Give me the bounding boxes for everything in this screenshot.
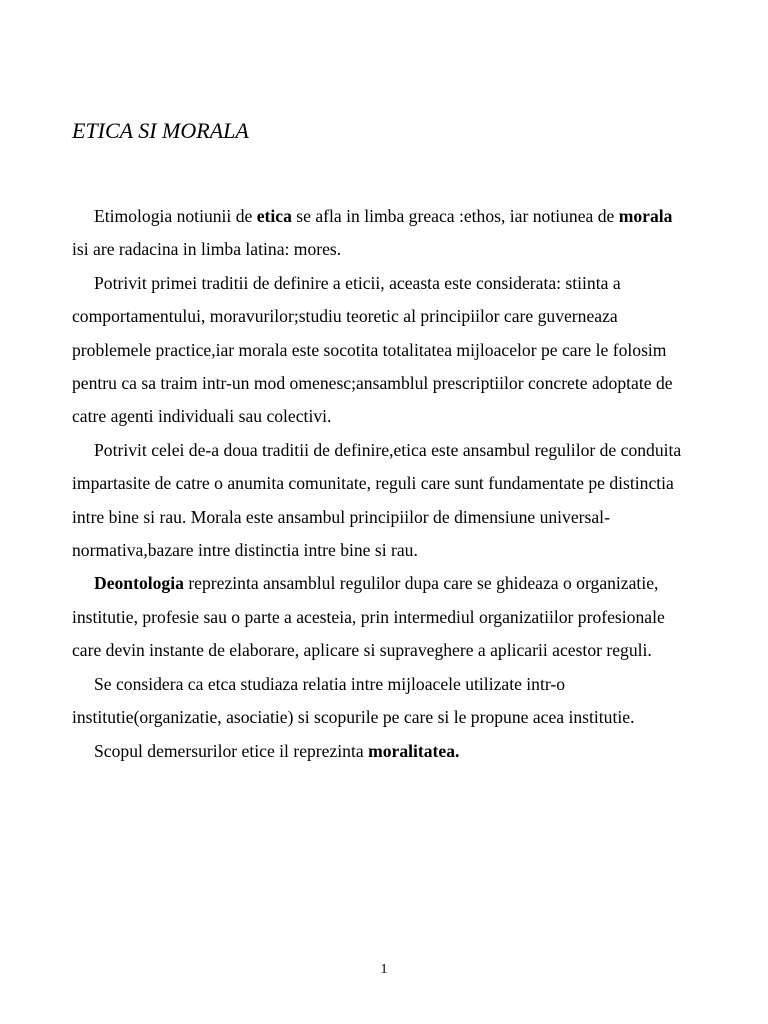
bold-term-moralitatea: moralitatea. [368,740,460,761]
bold-term-morala: morala [618,206,673,226]
text-segment: Potrivit celei de-a doua traditii de definire,etica este ansambul regulilor de conduita impartasite de catre o anumita comunitate, reguli care sunt fundamentate pe distinctia intre bine si rau. Morala este ansambul principiilor de dimensiune universal-normativa,bazare intre distinctia intre bine si rau. [72,439,682,561]
paragraph [72,200,692,267]
page-number: 1 [380,962,388,977]
paragraph [72,567,692,667]
bold-term-deontologia: Deontologia [94,573,184,594]
document-body [72,200,692,768]
text-segment: reprezinta ansamblul regulilor dupa care se ghideaza o organizatie, institutie, profesie sau o parte a acesteia, prin intermediul organizatiilor profesionale care devin instante de elaborare, aplicare si supraveghere a aplicarii acestor reguli. [72,573,665,661]
paragraph [72,267,692,434]
bold-term-etica: etica [256,206,292,226]
document-title: ETICA SI MORALA [72,118,249,143]
text-segment: Scopul demersurilor etice il reprezinta [94,740,369,761]
text-segment: Etimologia notiunii de [94,206,257,226]
text-segment: isi are radacina in limba latina: mores. [72,239,342,260]
paragraph [72,434,692,568]
paragraph [72,735,692,768]
text-segment: Se considera ca etca studiaza relatia intre mijloacele utilizate intr-o institutie(organizatie, asociatie) si scopurile pe care si le propune acea institutie. [72,673,635,728]
text-segment: Potrivit primei traditii de definire a eticii, aceasta este considerata: stiinta a comportamentului, moravurilor;studiu teoretic al principiilor care guverneaza problemele practice,iar morala este socotita totalitatea mijloacelor pe care le folosim pentru ca sa traim intr-un mod omenesc;ansamblul prescriptiilor concrete adoptate de catre agenti individuali sau colectivi. [72,272,673,427]
text-segment: se afla in limba greaca :ethos, iar notiunea de [291,206,619,226]
paragraph [72,668,692,735]
